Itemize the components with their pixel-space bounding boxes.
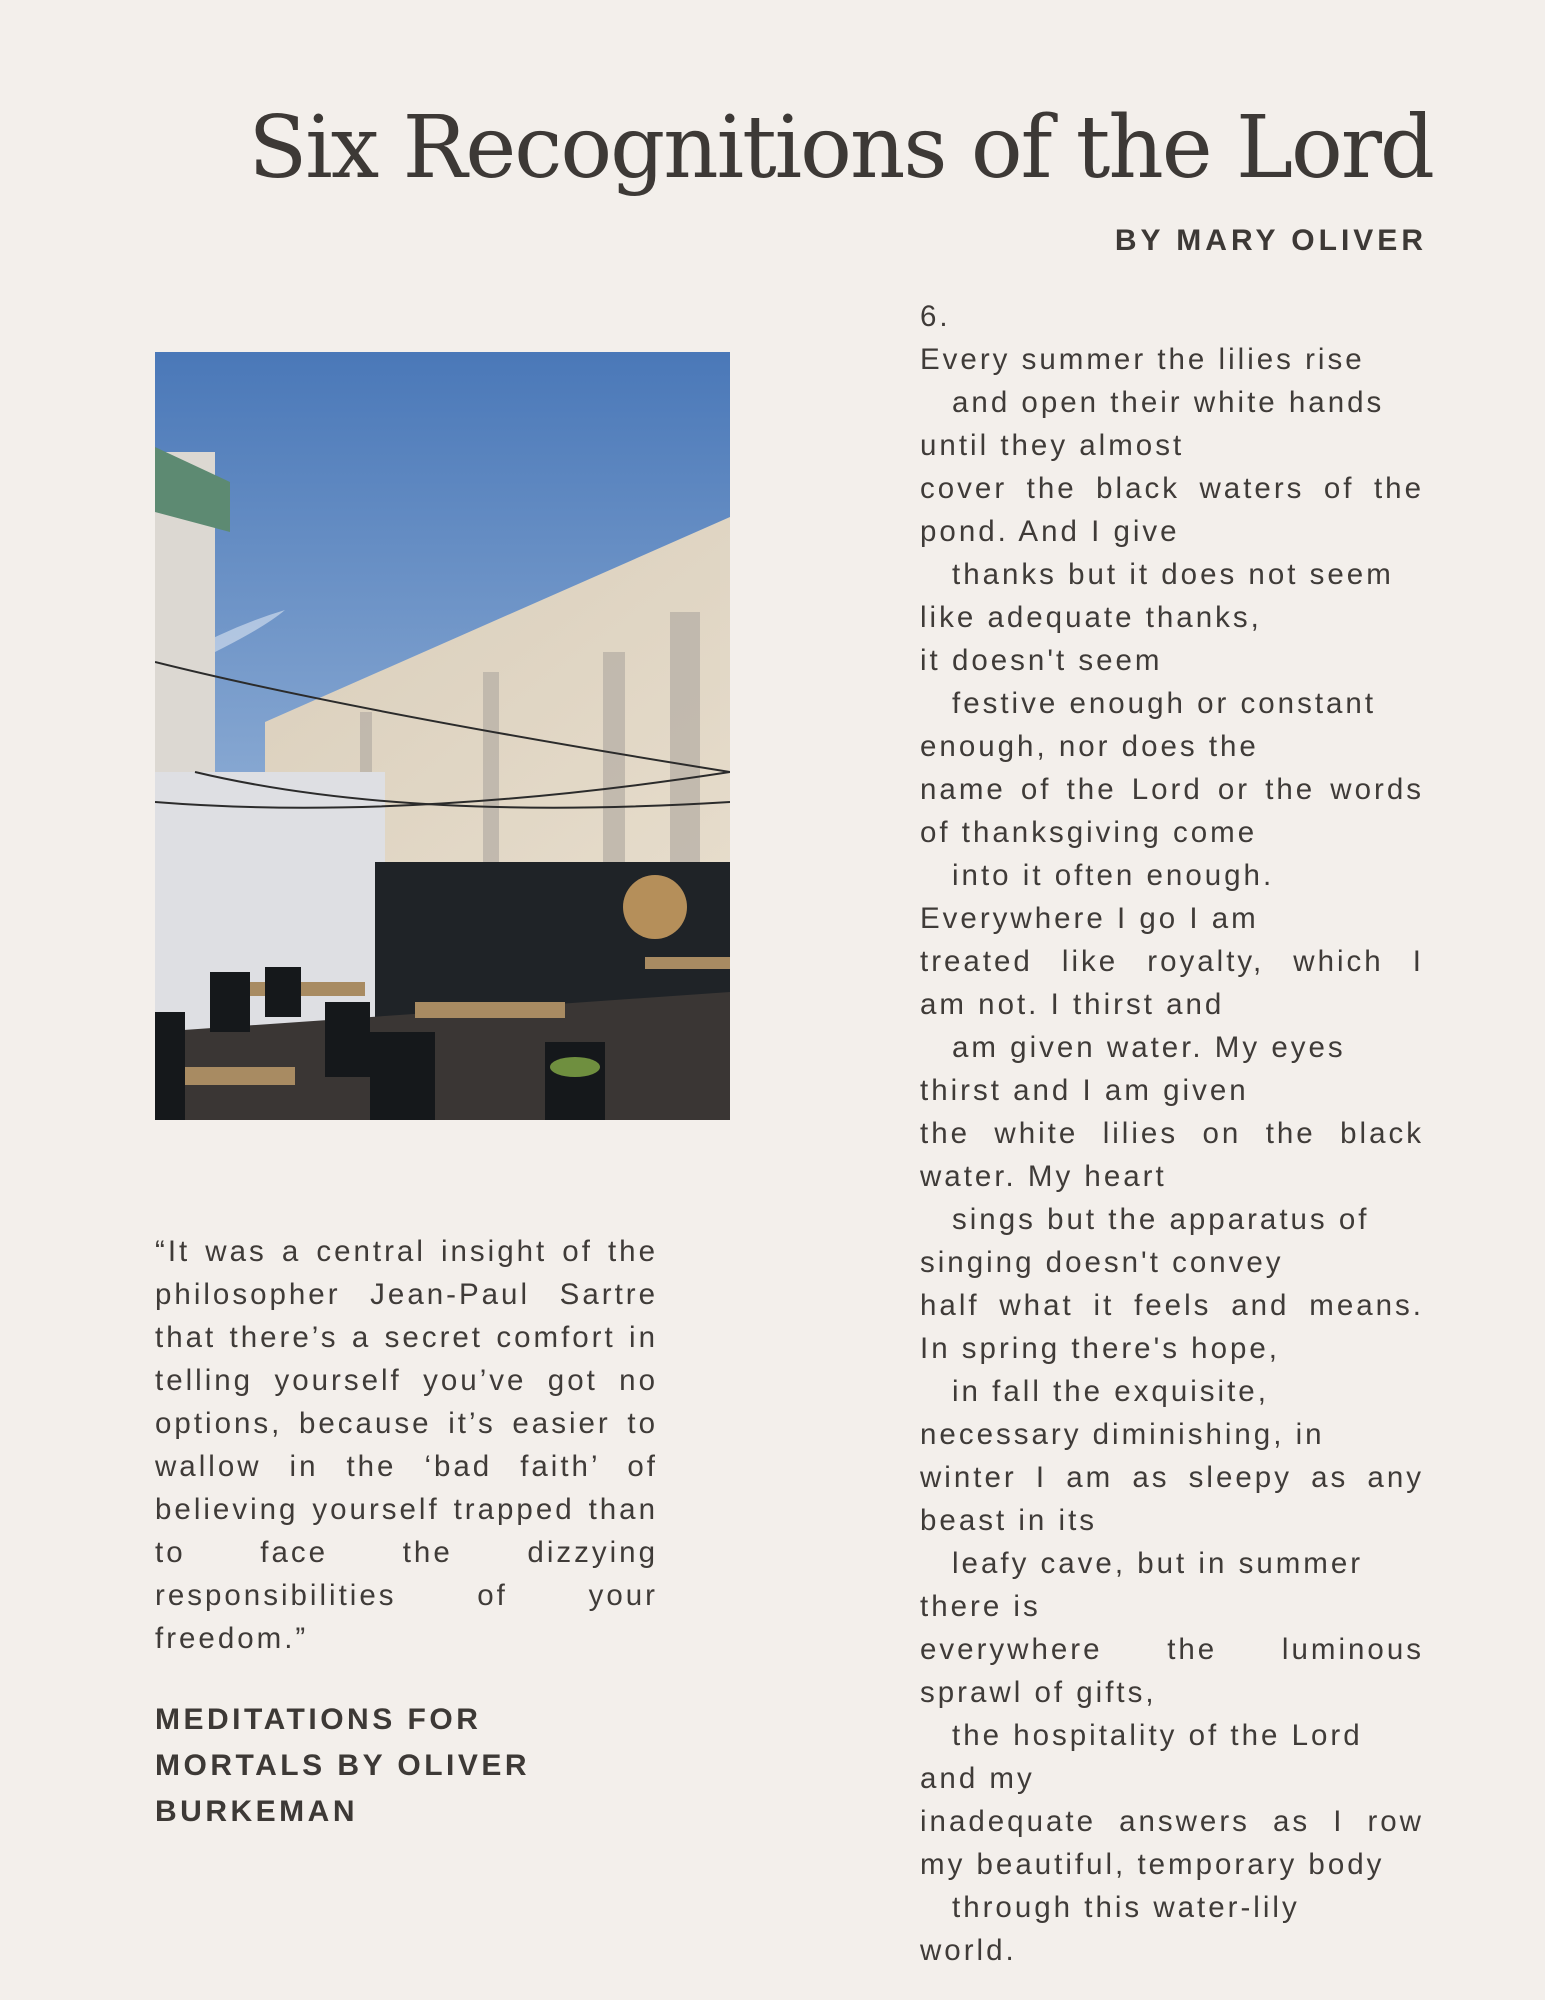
poem [920,295,1424,1972]
poem-line: leafy cave, but in summer [952,1547,1364,1580]
author-byline: BY MARY OLIVER [1114,224,1427,257]
poem-line: and my [920,1762,1035,1795]
courtyard-photo [155,352,730,1120]
poem-line: treated like royalty, which I [920,945,1424,978]
poem-line: into it often enough. [952,859,1275,892]
poem-line: In spring there's hope, [920,1332,1280,1365]
poem-line: in fall the exquisite, [952,1375,1269,1408]
poem-line: pond. And I give [920,515,1180,548]
poem-line: name of the Lord or the words [920,773,1424,806]
poem-line: thirst and I am given [920,1074,1249,1107]
poem-line: enough, nor does the [920,730,1259,763]
poem-line: beast in its [920,1504,1098,1537]
poem-line: thanks but it does not seem [952,558,1394,591]
poem-line: am not. I thirst and [920,988,1225,1021]
page-title: Six Recognitions of the Lord [248,98,1433,198]
poem-line: winter I am as sleepy as any [920,1461,1424,1494]
quote-source-line: BURKEMAN [155,1795,358,1828]
poem-line: singing doesn't convey [920,1246,1284,1279]
poem-line: everywhere the luminous [920,1633,1424,1666]
poem-line: necessary diminishing, in [920,1418,1325,1451]
poem-line: Every summer the lilies rise [920,343,1365,376]
quote-source [155,1697,575,1835]
poem-line: Everywhere I go I am [920,902,1259,935]
poem-line: like adequate thanks, [920,601,1262,634]
poem-line: through this water-lily [952,1891,1300,1924]
poem-line: water. My heart [920,1160,1167,1193]
quote-source-line: MEDITATIONS FOR [155,1703,482,1736]
poem-line: sprawl of gifts, [920,1676,1157,1709]
poem-line: the hospitality of the Lord [952,1719,1363,1752]
poem-section-number: 6. [920,300,951,333]
poem-line: and open their white hands [952,386,1385,419]
poem-line: my beautiful, temporary body [920,1848,1385,1881]
poem-line: festive enough or constant [952,687,1377,720]
green-cushion [550,1057,600,1077]
poem-line: it doesn't seem [920,644,1163,677]
poem-line: half what it feels and means. [920,1289,1424,1322]
poem-line: until they almost [920,429,1185,462]
poem-line: of thanksgiving come [920,816,1258,849]
poem-line: cover the black waters of the [920,472,1424,505]
poem-line: there is [920,1590,1041,1623]
poem-line: inadequate answers as I row [920,1805,1424,1838]
poem-line: world. [920,1934,1017,1967]
poem-line: the white lilies on the black [920,1117,1424,1150]
poem-line: am given water. My eyes [952,1031,1346,1064]
quote-source-line: MORTALS BY OLIVER [155,1749,531,1782]
sartre-quote: “It was a central insight of the philosopher Jean-Paul Sartre that there’s a secret comfort in telling yourself you’ve got no options, because it’s easier to wallow in the ‘bad faith’ of believing yourself trapped than to face the dizzying responsibilities of your freedom.” [155,1235,658,1655]
sun-ornament [623,875,687,939]
poem-line: sings but the apparatus of [952,1203,1370,1236]
